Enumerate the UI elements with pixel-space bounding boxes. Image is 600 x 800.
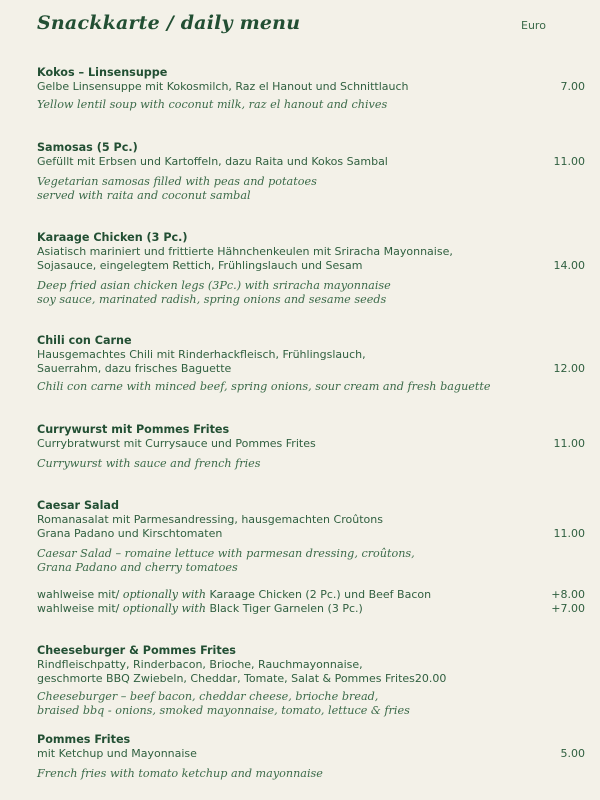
item-description-de: Sauerrahm, dazu frisches Baguette <box>37 362 232 375</box>
item-price: 11.00 <box>553 437 585 450</box>
item-price: 7.00 <box>560 80 585 93</box>
item-description-de: mit Ketchup und Mayonnaise <box>37 747 197 760</box>
item-name: Kokos – Linsensuppe <box>37 66 168 79</box>
option-price: +8.00 <box>551 588 585 601</box>
item-name: Cheeseburger & Pommes Frites <box>37 644 236 657</box>
option-line <box>37 588 567 602</box>
item-description-de: Rindfleischpatty, Rinderbacon, Brioche, Rauchmayonnaise, <box>37 658 363 671</box>
item-description-en: served with raita and coconut sambal <box>37 189 251 202</box>
item-description-en: Currywurst with sauce and french fries <box>37 457 261 470</box>
menu-item-chili-con-carne <box>37 334 585 394</box>
item-description-en: Yellow lentil soup with coconut milk, raz el hanout and chives <box>37 98 388 111</box>
item-description-de: Asiatisch mariniert und frittierte Hähnchenkeulen mit Sriracha Mayonnaise, <box>37 245 453 258</box>
currency-label: Euro <box>521 19 546 32</box>
item-description-de: Romanasalat mit Parmesandressing, hausgemachten Croûtons <box>37 513 383 526</box>
item-description-de: Grana Padano und Kirschtomaten <box>37 527 223 540</box>
item-description-de: geschmorte BBQ Zwiebeln, Cheddar, Tomate, Salat & Pommes Frites20.00 <box>37 672 447 685</box>
item-price: 14.00 <box>553 259 585 272</box>
item-name: Caesar Salad <box>37 499 119 512</box>
item-description-en: braised bbq - onions, smoked mayonnaise, tomato, lettuce & fries <box>37 704 410 717</box>
item-description-en: Vegetarian samosas filled with peas and potatoes <box>37 175 317 188</box>
option-prefix: wahlweise mit/ <box>37 602 120 615</box>
caesar-salad-options <box>37 588 585 616</box>
option-text: Black Tiger Garnelen (3 Pc.) <box>209 602 363 615</box>
item-price: 11.00 <box>553 527 585 540</box>
menu-item-karaage-chicken <box>37 231 585 307</box>
menu-item-currywurst <box>37 423 585 471</box>
menu-item-samosas <box>37 141 585 203</box>
menu-item-pommes-frites <box>37 733 585 781</box>
item-description-en: French fries with tomato ketchup and mayonnaise <box>37 767 323 780</box>
item-description-en: Grana Padano and cherry tomatoes <box>37 561 238 574</box>
item-name: Karaage Chicken (3 Pc.) <box>37 231 188 244</box>
item-name: Samosas (5 Pc.) <box>37 141 138 154</box>
item-description-en: Deep fried asian chicken legs (3Pc.) with sriracha mayonnaise <box>37 279 391 292</box>
item-name: Pommes Frites <box>37 733 131 746</box>
item-description-en: Chili con carne with minced beef, spring onions, sour cream and fresh baguette <box>37 380 491 393</box>
item-description-de: Gefüllt mit Erbsen und Kartoffeln, dazu Raita und Kokos Sambal <box>37 155 388 168</box>
item-name: Currywurst mit Pommes Frites <box>37 423 230 436</box>
option-line <box>37 602 567 616</box>
item-price: 5.00 <box>560 747 585 760</box>
item-price: 11.00 <box>553 155 585 168</box>
option-italic: optionally with <box>122 588 206 601</box>
option-price: +7.00 <box>551 602 585 615</box>
item-description-de: Sojasauce, eingelegtem Rettich, Frühlingslauch und Sesam <box>37 259 363 272</box>
menu-title: Snackkarte / daily menu <box>37 12 301 34</box>
menu-item-caesar-salad <box>37 499 585 575</box>
option-text: Karaage Chicken (2 Pc.) und Beef Bacon <box>209 588 432 601</box>
option-italic: optionally with <box>122 602 206 615</box>
item-name: Chili con Carne <box>37 334 132 347</box>
option-prefix: wahlweise mit/ <box>37 588 120 601</box>
menu-item-cheeseburger <box>37 644 567 718</box>
item-description-en: Caesar Salad – romaine lettuce with parmesan dressing, croûtons, <box>37 547 415 560</box>
item-description-de: Gelbe Linsensuppe mit Kokosmilch, Raz el Hanout und Schnittlauch <box>37 80 409 93</box>
item-price: 12.00 <box>553 362 585 375</box>
item-description-de: Hausgemachtes Chili mit Rinderhackfleisch, Frühlingslauch, <box>37 348 366 361</box>
item-description-en: soy sauce, marinated radish, spring onions and sesame seeds <box>37 293 387 306</box>
item-description-de: Currybratwurst mit Currysauce und Pommes Frites <box>37 437 316 450</box>
item-description-en: Cheeseburger – beef bacon, cheddar cheese, brioche bread, <box>37 690 379 703</box>
menu-item-kokos-linsensuppe <box>37 66 585 112</box>
